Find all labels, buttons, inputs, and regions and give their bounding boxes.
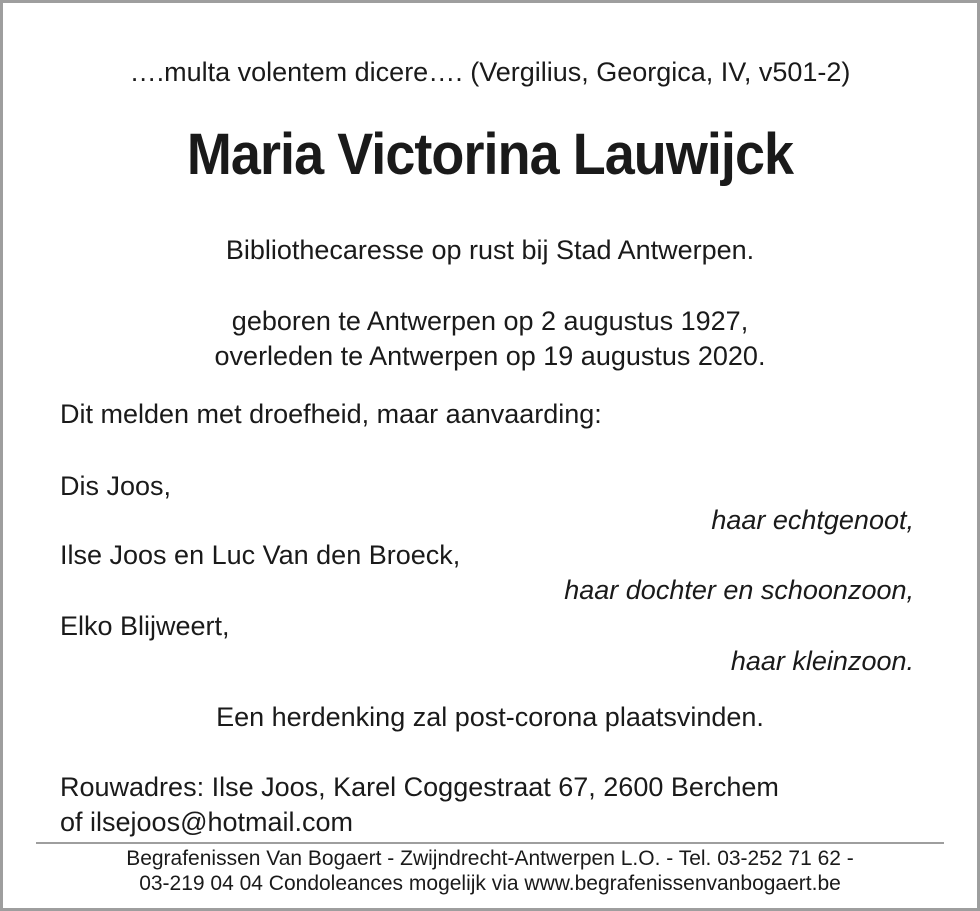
mourner-name: Elko Blijweert, (60, 611, 230, 641)
mourner-relation: haar dochter en schoonzoon, (564, 575, 914, 605)
mourner-relation: haar echtgenoot, (711, 505, 914, 535)
birth-text: geboren te Antwerpen op 2 augustus 1927, (231, 306, 749, 336)
email-line: of ilsejoos@hotmail.com (60, 807, 354, 837)
address-line: Rouwadres: Ilse Joos, Karel Coggestraat 67, 2600 Berchem (60, 772, 779, 802)
footer-divider (36, 842, 944, 844)
death-text: overleden te Antwerpen op 19 augustus 2020. (214, 341, 766, 371)
condolence-info: 03-219 04 04 Condoleances mogelijk via www.begrafenissenvanbogaert.be (139, 872, 841, 895)
funeral-home-info: Begrafenissen Van Bogaert - Zwijndrecht-Antwerpen L.O. - Tel. 03-252 71 62 - (126, 847, 854, 870)
mourner-name: Ilse Joos en Luc Van den Broeck, (60, 540, 461, 570)
latin-quote: ….multa volentem dicere…. (Vergilius, Georgica, IV, v501-2) (129, 57, 851, 87)
intro-text: Dit melden met droefheid, maar aanvaarding: (60, 399, 602, 429)
mourner-name: Dis Joos, (60, 471, 172, 501)
profession-text: Bibliothecaresse op rust bij Stad Antwerpen. (225, 235, 755, 265)
mourner-relation: haar kleinzoon. (730, 646, 914, 676)
remembrance-text: Een herdenking zal post-corona plaatsvinden. (216, 702, 764, 732)
deceased-name: Maria Victorina Lauwijck (186, 122, 794, 187)
